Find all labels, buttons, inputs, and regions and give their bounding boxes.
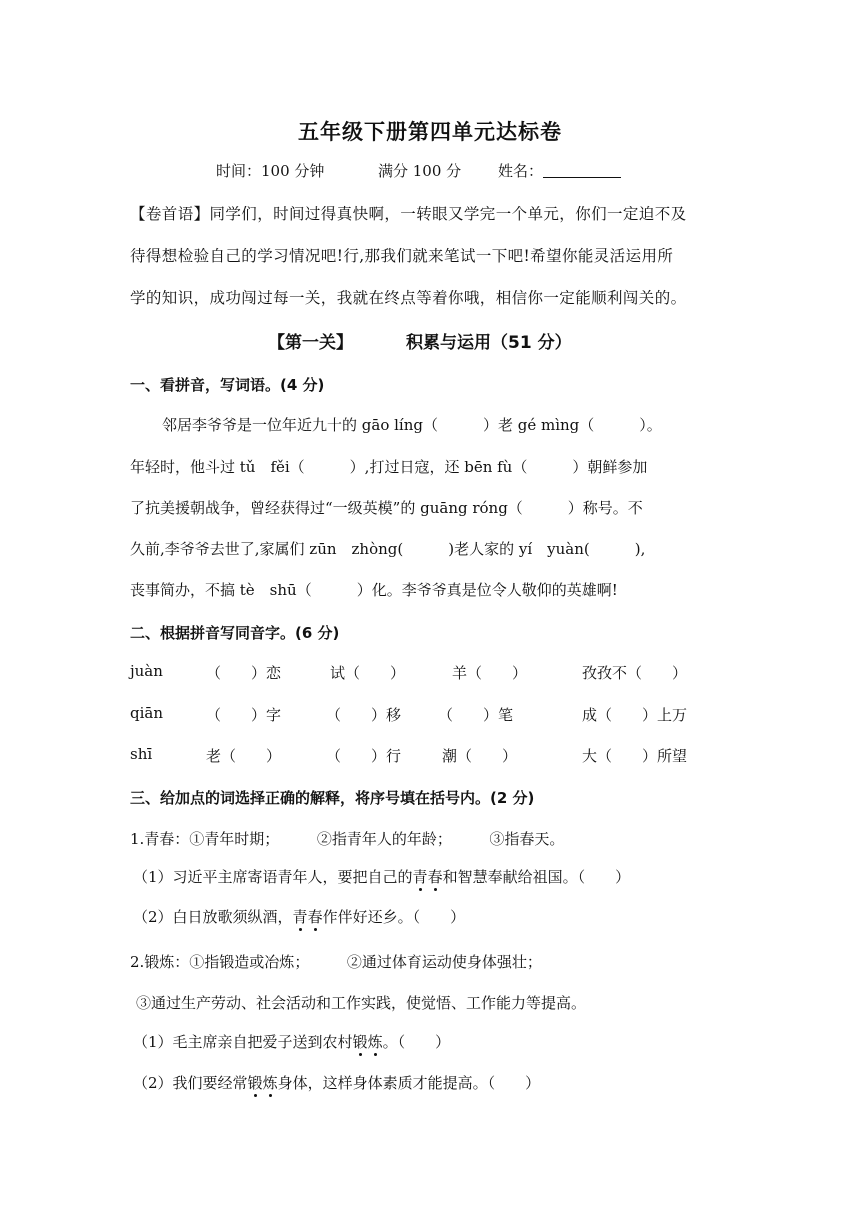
section-1-heading: 一、看拼音，写词语。(4 分): [130, 376, 325, 394]
homophone-item: （ ）恋: [206, 664, 282, 682]
section-1-line: 了抗美援朝战争，曾经获得过“一级英模”的 guāng róng（ ）称号。不: [130, 499, 643, 517]
section-1-line: 久前,李爷爷去世了,家属们 zūn zhòng( )老人家的 yí yuàn( ),: [130, 540, 646, 558]
dotted-char: 锻: [247, 1074, 263, 1092]
homophone-item: 老（ ）: [206, 747, 282, 765]
question-1-sentence-2: （2）白日放歌须纵酒，青春作伴好还乡。（ ）: [133, 908, 466, 926]
homophone-item: （ ）笔: [438, 706, 514, 724]
section-1-line: 丧事简办，不搞 tè shū（ ）化。李爷爷真是位令人敬仰的英雄啊!: [130, 581, 618, 599]
homophone-item: 成（ ）上万: [582, 706, 688, 724]
level-name: 【第一关】: [268, 333, 353, 353]
homophone-item: （ ）移: [326, 706, 402, 724]
page-title: 五年级下册第四单元达标卷: [298, 120, 562, 144]
student-name-field: [498, 160, 621, 181]
dotted-char: 春: [427, 868, 443, 886]
intro-line: 【卷首语】同学们，时间过得真快啊，一转眼又学完一个单元，你们一定迫不及: [130, 205, 687, 223]
name-blank-line: [543, 163, 621, 178]
question-1-stem: 1.青春：①青年时期； ②指青年人的年龄； ③指春天。: [130, 830, 565, 848]
pinyin-label: shī: [130, 745, 153, 763]
dotted-char: 青: [412, 868, 428, 886]
level-title: 积累与运用（51 分）: [406, 333, 572, 353]
name-label: 姓名：: [498, 162, 544, 180]
question-2-sentence-2: （2）我们要经常锻炼身体，这样身体素质才能提高。（ ）: [133, 1074, 541, 1092]
question-2-stem: 2.锻炼：①指锻造或冶炼； ②通过体育运动使身体强壮；: [130, 953, 542, 971]
question-2-sentence-1: （1）毛主席亲自把爱子送到农村锻炼。（ ）: [133, 1033, 451, 1051]
intro-line: 待得想检验自己的学习情况吧!行,那我们就来笔试一下吧!希望你能灵活运用所: [130, 247, 674, 265]
question-1-sentence-1: （1）习近平主席寄语青年人，要把自己的青春和智慧奉献给祖国。（ ）: [133, 868, 631, 886]
pinyin-label: juàn: [130, 662, 163, 680]
exam-time: 时间：100 分钟: [216, 162, 325, 180]
dotted-char: 炼: [262, 1074, 278, 1092]
section-3-heading: 三、给加点的词选择正确的解释，将序号填在括号内。(2 分): [130, 789, 535, 807]
homophone-item: 羊（ ）: [452, 664, 528, 682]
homophone-item: 试（ ）: [330, 664, 406, 682]
section-1-line: 年轻时，他斗过 tǔ fěi（ ）,打过日寇，还 bēn fù（ ）朝鲜参加: [130, 458, 648, 476]
section-2-heading: 二、根据拼音写同音字。(6 分): [130, 624, 340, 642]
homophone-item: 大（ ）所望: [582, 747, 688, 765]
dotted-char: 炼: [367, 1033, 383, 1051]
dotted-char: 青: [292, 908, 308, 926]
homophone-item: 孜孜不（ ）: [582, 664, 688, 682]
homophone-item: （ ）行: [326, 747, 402, 765]
pinyin-label: qiān: [130, 704, 164, 722]
dotted-char: 春: [307, 908, 323, 926]
homophone-item: 潮（ ）: [442, 747, 518, 765]
homophone-item: （ ）字: [206, 706, 282, 724]
intro-line: 学的知识，成功闯过每一关，我就在终点等着你哦，相信你一定能顺利闯关的。: [130, 289, 687, 307]
question-2-stem-cont: ③通过生产劳动、社会活动和工作实践，使觉悟、工作能力等提高。: [136, 994, 587, 1012]
exam-full-score: 满分 100 分: [378, 162, 462, 180]
section-1-line: 邻居李爷爷是一位年近九十的 gāo líng（ ）老 gé mìng（ ）。: [162, 416, 662, 434]
dotted-char: 锻: [352, 1033, 368, 1051]
